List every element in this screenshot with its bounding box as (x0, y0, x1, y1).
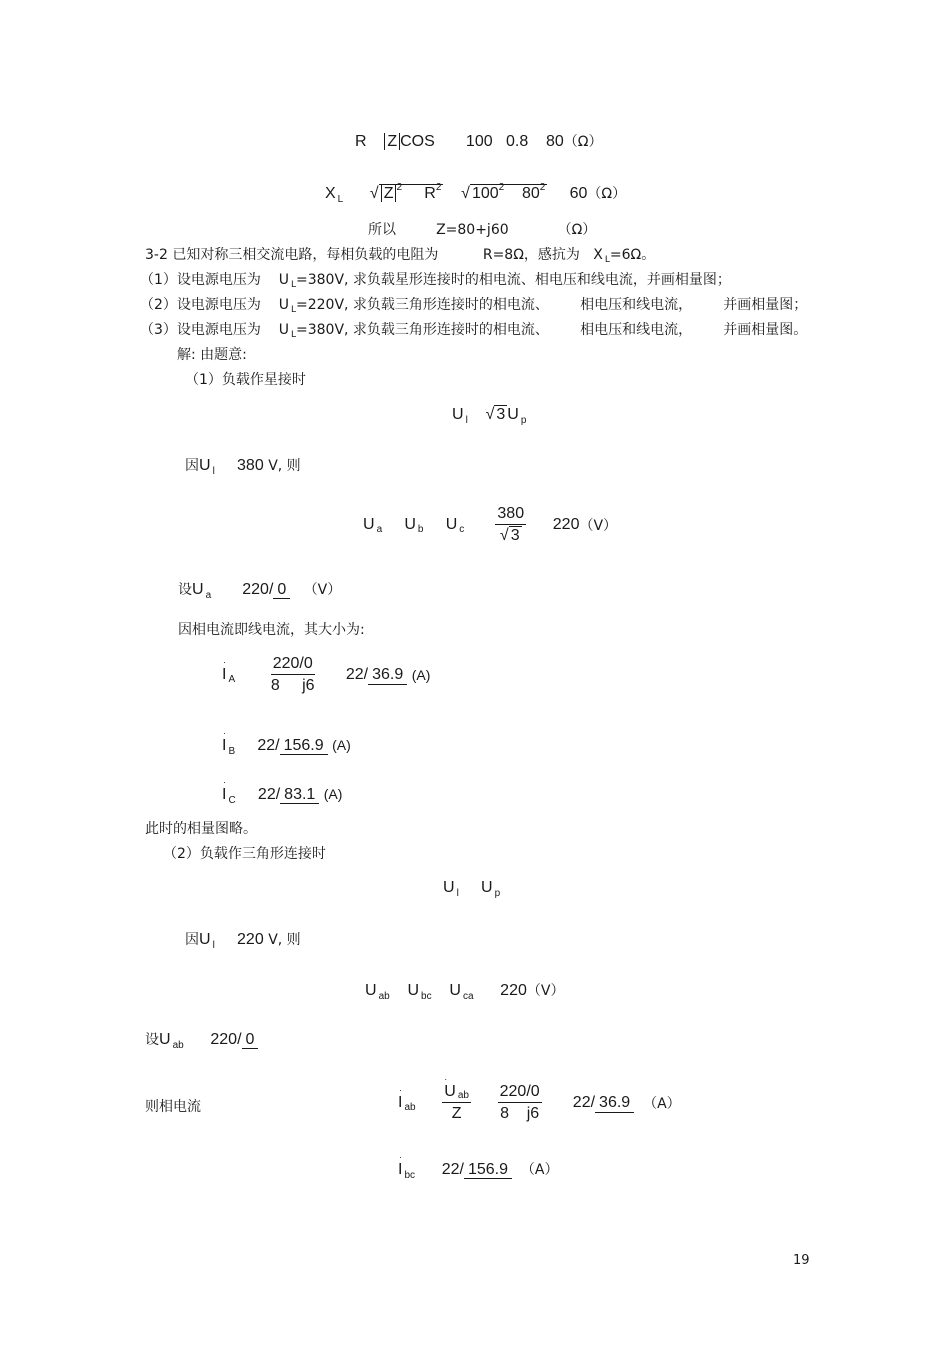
equation-Z: 所以 Z=80+j60 （Ω） (368, 222, 597, 238)
equation-IA: · I A $\frac{220/0}{8 j6}$ 22 / 36.9 (A) (222, 655, 431, 694)
line-Ua-220: 设U $_a$ 220/ 0 （V） (178, 581, 342, 601)
equation-Ul-Up: U $_l$ U $_p$ (443, 879, 501, 899)
line-Uab-220: 设U $_{ab}$ 220/ 0 (145, 1029, 258, 1049)
line-phase-equals-line-current: 因相电流即线电流，其大小为: (178, 622, 365, 638)
equation-Ibc: · I $_{bc}$ 22/ 156.9 （A） (398, 1152, 559, 1181)
line-Ul-220: 因U $_l$ 220 V, 则 (185, 931, 301, 951)
note-phasor-omitted: 此时的相量图略。 (145, 821, 257, 837)
equation-R: R Z COS 100 0.8 80（Ω） (355, 133, 603, 150)
problem-part-3: （3）设电源电压为 U $_L$=380V, 求负载三角形连接时的相电流、 相电压和线电流， 并画相量图。 (140, 322, 808, 340)
problem-intro: 3-2 已知对称三相交流电路，每相负载的电阻为 R=8Ω，感抗为 X $_L$=6Ω。 (145, 247, 656, 265)
line-phase-current-label: 则相电流 (145, 1099, 201, 1115)
equation-IC: · I $_C$ 22/ 83.1 (A) (222, 777, 343, 806)
equation-Ul-sqrt3-Up: U $_l$ √ 3 U $_p$ (452, 406, 527, 426)
equation-Iab: · I ab · U ab Z $\frac{220/0}{8 j6}$ 22 / 36.9 （A） (398, 1074, 681, 1122)
problem-part-1: （1）设电源电压为 U $_L$=380V, 求负载星形连接时的相电流、相电压和线电流，并画相量图； (140, 272, 731, 290)
equation-XL: X $_L$ √ Z $^2$ $R^2$ √ $100^2$ $80^2$ 60（Ω） (325, 182, 627, 205)
equation-Uab-Ubc-Uca: U $_{ab}$ U $_{bc}$ U $_{ca}$ 220（V） (365, 982, 565, 1002)
case-2-heading: （2）负载作三角形连接时 (163, 846, 326, 862)
problem-part-2: （2）设电源电压为 U $_L$=220V, 求负载三角形连接时的相电流、 相电压和线电流， 并画相量图； (140, 297, 808, 315)
page-number: 19 (793, 1253, 810, 1268)
line-Ul-380: 因U $_l$ 380 V, 则 (185, 457, 301, 477)
solution-title: 解: 由题意: (177, 347, 247, 363)
case-1-heading: （1）负载作星接时 (185, 372, 306, 388)
equation-IB: · I $_B$ 22/ 156.9 (A) (222, 728, 351, 757)
equation-Ua-Ub-Uc: U a U b U c $\frac{380}{√ 3}$ 220 （V） (363, 505, 618, 544)
